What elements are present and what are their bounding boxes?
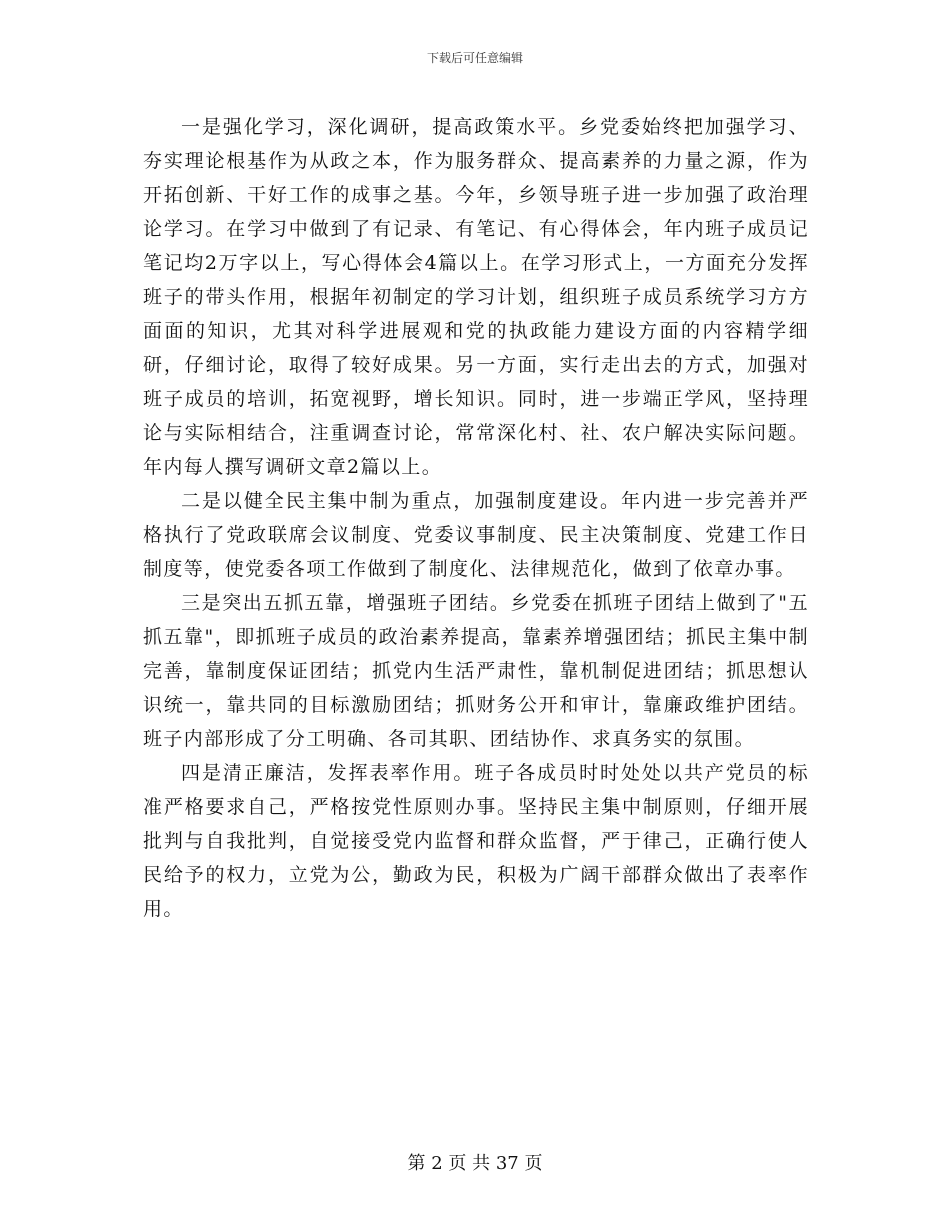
paragraph-1: 一是强化学习，深化调研，提高政策水平。乡党委始终把加强学习、夯实理论根基作为从政之本，作为服务群众、提高素养的力量之源，作为开拓创新、干好工作的成事之基。今年，乡领导班子进一步加强了政治理论学习。在学习中做到了有记录、有笔记、有心得体会，年内班子成员记笔记均2万字以上，写心得体会4篇以上。在学习形式上，一方面充分发挥班子的带头作用，根据年初制定的学习计划，组织班子成员系统学习方方面面的知识，尤其对科学进展观和党的执政能力建设方面的内容精学细研，仔细讨论，取得了较好成果。另一方面，实行走出去的方式，加强对班子成员的培训，拓宽视野，增长知识。同时，进一步端正学风，坚持理论与实际相结合，注重调查讨论，常常深化村、社、农户解决实际问题。年内每人撰写调研文章2篇以上。 [143,116,809,478]
page-header-note: 下载后可任意编辑 [426,51,523,65]
paragraph-3: 三是突出五抓五靠，增强班子团结。乡党委在抓班子团结上做到了"五抓五靠"，即抓班子成员的政治素养提高，靠素养增强团结；抓民主集中制完善，靠制度保证团结；抓党内生活严肃性，靠机制促进团结；抓思想认识统一，靠共同的目标激励团结；抓财务公开和审计，靠廉政维护团结。班子内部形成了分工明确、各司其职、团结协作、求真务实的氛围。 [143,592,809,750]
page-number: 第 2 页 共 37 页 [407,1153,543,1174]
paragraph-2: 二是以健全民主集中制为重点，加强制度建设。年内进一步完善并严格执行了党政联席会议制度、党委议事制度、民主决策制度、党建工作日制度等，使党委各项工作做到了制度化、法律规范化，做到了依章办事。 [143,490,809,580]
document-body [143,110,809,926]
paragraph-4: 四是清正廉洁，发挥表率作用。班子各成员时时处处以共产党员的标准严格要求自己，严格按党性原则办事。坚持民主集中制原则，仔细开展批判与自我批判，自觉接受党内监督和群众监督，严于律己，正确行使人民给予的权力，立党为公，勤政为民，积极为广阔干部群众做出了表率作用。 [143,762,809,920]
